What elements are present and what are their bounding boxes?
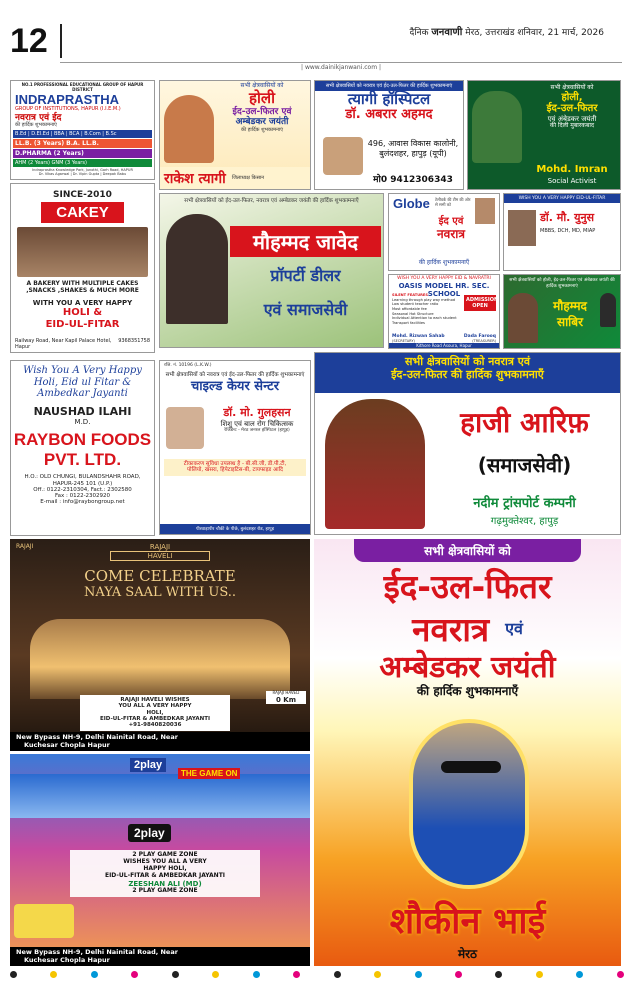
tyagi-mobile: मो0 9412306343 [373,175,453,185]
imran-top: सभी क्षेत्रवासियों को [550,84,594,91]
raybon-wish1: Wish You A Very Happy [23,365,142,376]
shaukeen-l2: नवरात्र [412,609,490,649]
play-w2: WISHES YOU ALL A VERY [123,857,207,865]
sabir-top: सभी क्षेत्रवासियों को होली, ईद-उल-फितर एवं अंबेडकर जयंती की हार्दिक शुभकामनाएं [509,278,615,289]
raybon-addr1: H.O.: OLD CHUNGI, BULANDSHAHR ROAD, [24,474,141,481]
ad-oasis-school [388,274,500,349]
cakey-photo [17,227,148,277]
raybon-wish3: Ambedkar Jayanti [37,388,128,399]
indraprastha-dirs: Dr. Vikas Agarwal | Dr. Vipin Gupta | Deepak Babu [38,172,127,177]
oasis-feat-2: Low student teacher ratio [392,302,439,307]
arif-name: हाजी आरिफ़ [460,406,589,439]
registration-dot [91,971,98,978]
shaukeen-top: सभी क्षेत्रवासियों को [354,539,581,562]
ad-child-care [159,360,311,535]
ad-indraprastha [10,80,155,180]
javed-photo [166,214,228,324]
child-top: सभी क्षेत्रवासियों को नवरात्र एवं ईद-उल-फितर की हार्दिक शुभकामनाएं [165,372,305,379]
child-vacc: टीकाकरण सुविधा उपलब्ध है - बी.सी.जी, डी.पी.टी, [183,461,287,467]
globe-name: Globe [393,196,430,211]
registration-marks [10,970,624,978]
sunglasses-icon [441,761,501,773]
play-w6: 2 PLAY GAME ZONE [132,886,198,894]
ad-mohd-javed [159,193,384,348]
tyagi-addr: 496, आवास विकास कालोनी, बुलंदशहर, हापुड़ (यूपी) [367,139,459,158]
arif-role: (समाजसेवी) [477,453,572,477]
cakey-addr: Railway Road, Near Kapil Palace Hotel, Hapur [15,338,112,350]
play-slide [14,904,74,938]
registration-dot [495,971,502,978]
masthead [409,24,604,38]
tyagi-doctor: डॉ. अबरार अहमद [345,107,433,123]
ad-cakey [10,183,155,353]
rajaji-haveli: HAVELI [110,551,210,561]
city-date: मेरठ, उत्तराखंड शनिवार, 21 मार्च, 2026 [465,28,604,38]
imran-amb: एवं अंबेडकर जयंती [547,114,597,123]
sabir-photo-2 [600,293,616,327]
oasis-p1-role: (SECRETARY) [392,339,415,343]
cakey-tag: A BAKERY WITH MULTIPLE CAKES ,SNACKS ,SHAKES & MUCH MORE [26,280,139,295]
rajaji-celebrate2: NAYA SAAL WITH US.. [83,585,237,600]
arif-co: नदीम ट्रांसपोर्ट कम्पनी [473,496,576,511]
indraprastha-addr: Indraprastha Knowledge Park, Junothi, Garh Road, HAPUR [32,168,133,173]
shaukeen-wish: की हार्दिक शुभकामनाएँ [416,684,519,699]
javed-name: मौहम्मद जावेद [230,226,381,257]
child-addr: पीरवाड़ापीर चौकी के पीछे, बुलंदशहर रोड, हापुड़ [160,524,310,534]
ad-haji-arif [314,352,621,535]
ad-mohd-sabir [503,274,621,349]
oasis-name: OASIS MODEL HR. SEC. SCHOOL [398,282,490,298]
play-addr1: New Bypass NH-9, Delhi Nainital Road, Near [16,948,178,957]
oasis-feat-1: Learning through play way method [392,297,456,302]
arif-top1: सभी क्षेत्रवासियों को नवरात्र एवं [405,355,530,368]
yunus-top: WISH YOU A VERY HAPPY EID-UL-FITAR [504,194,620,203]
shaukeen-l1: ईद-उल-फितर [383,567,552,606]
indraprastha-name: INDRAPRASTHA [15,92,119,108]
raybon-fax: Fax : 0122-2302920 [54,493,111,500]
registration-dot [10,971,17,978]
ad-dr-yunus [503,193,621,271]
indraprastha-ahm: AHM (2 Years) GNM (3 Years) [13,159,152,167]
rajaji-wish4: EID-UL-FITAR & AMBEDKAR JAYANTI [99,715,211,722]
cakey-name: CAKEY [41,202,124,223]
rakesh-name: राकेश त्यागी [164,170,226,187]
child-name: चाइल्ड केयर सेन्टर [190,379,280,395]
indraprastha-dpharma: D.PHARMA (2 Years) [13,149,152,158]
arif-top2: ईद-उल-फितर की हार्दिक शुभकामनाएँ [391,367,544,381]
rakesh-top: सभी क्षेत्रवासियों को [240,82,284,89]
registration-dot [172,971,179,978]
play-w4: EID-UL-FITAR & AMBEDKAR JAYANTI [104,871,226,879]
indraprastha-courses1: B.Ed | D.El.Ed | BBA | BCA | B.Com | B.Sc [13,130,152,138]
rakesh-holi: होली [249,88,275,107]
rajaji-km: 0 Km [275,695,297,704]
cakey-eid: EID-UL-FITAR [45,318,120,330]
yunus-photo [508,210,536,246]
ad-globe [388,193,500,271]
globe-sub: टेलीवर्क की टीम की ओर से सभी को [435,197,471,207]
ad-rakesh-tyagi [159,80,311,190]
play-addr2: Kuchesar Chopla Hapur [24,955,110,964]
play-logo: 2play [128,824,171,842]
oasis-feat-4: Seasonal Hot Structure [392,311,434,316]
ad-shaukeen-bhai [314,539,621,966]
globe-line3: की हार्दिक शुभकामनाएँ [418,259,470,266]
imran-post: Social Activist [547,177,597,185]
rakesh-amb: अम्बेडकर जयंती [235,117,289,128]
rakesh-post: जिलाध्यक्ष किसान [231,175,265,181]
globe-line2: नवरात्र [437,226,465,241]
arif-addr: गढ़मुक्तेश्वर, हापुड़ [490,516,559,527]
shaukeen-l3: अम्बेडकर जयंती [379,649,556,685]
imran-wish: की दिली मुबारकबाद [549,121,595,129]
oasis-addr: Kithore Road Asoura, Hapur [389,343,499,348]
arif-photo [325,399,425,529]
shaukeen-evam: एवं [505,619,523,639]
raybon-co1: RAYBON FOODS [13,430,152,450]
registration-dot [576,971,583,978]
rajaji-building [30,619,290,699]
tyagi-name: त्यागी हॉस्पिटल [347,90,431,108]
play-w3: HAPPY HOLI, [143,864,187,872]
play-banner: THE GAME ON [178,768,240,779]
yunus-name: डॉ. मौ. युनुस [540,211,595,224]
oasis-feat-title: SILENT FEATURES [392,293,428,297]
play-logo-top: 2play [130,758,166,772]
indraprastha-greet2: की हार्दिक शुभकामनाएं [15,122,57,129]
registration-dot [374,971,381,978]
child-reg: रजि. नं. 10196 (L.K.W.) [164,363,212,368]
rajaji-celebrate1: COME CELEBRATE [84,567,236,585]
child-spec: शिशु एवं बाल रोग चिकित्सक [220,419,294,428]
rajaji-brand2: RAJAJI [149,543,171,551]
rajaji-wish3: HOLI, [146,709,164,716]
raybon-email: E-mail : info@raybongroup.net [40,499,125,506]
shaukeen-photo [409,719,529,889]
javed-role2: एवं समाजसेवी [263,300,348,319]
imran-holi: होली, [561,91,583,103]
indraprastha-courses2: LL.B. (3 Years) B.A. LL.B. [13,139,152,148]
rajaji-wish2: YOU ALL A VERY HAPPY [118,703,192,710]
child-vacc2: पोलियो, खसरा, हिपेटाइटिस-बी, टायफाइड आदि [187,467,283,474]
paper-label: दैनिक [409,28,429,38]
shaukeen-name: शौकीन भाई [389,901,546,942]
registration-dot [212,971,219,978]
imran-eid: ईद-उल-फितर [546,103,598,115]
play-ceiling [10,774,310,818]
header-divider [60,24,62,58]
javed-top: सभी क्षेत्रवासियों को ईद-उल-फितर, नवरात्र एवं अम्बेडकर जयंती की हार्दिक शुभकामनाएँ [184,198,359,204]
imran-photo [472,91,522,163]
registration-dot [617,971,624,978]
globe-photo [475,198,495,224]
sabir-name2: साबिर [556,315,584,329]
ad-2play-game-zone [10,754,310,966]
raybon-md: M.D. [74,418,91,427]
child-doctor-photo [166,407,204,449]
sabir-name: मौहम्मद [553,299,587,313]
play-w5: ZEESHAN ALI (MD) [128,879,202,888]
sabir-photo [508,293,538,343]
child-exp: रेजिडेन्ट - मेरठ जनरल हॉस्पिटल (हापुड़) [224,427,290,433]
cakey-phone: 9368351758 [118,338,150,344]
registration-dot [50,971,57,978]
javed-role: प्रॉपर्टी डीलर [270,266,341,285]
registration-dot [334,971,341,978]
indraprastha-top: NO.1 PROFESSIONAL EDUCATIONAL GROUP OF HAPUR DISTRICT [21,82,144,92]
oasis-feat-5: Individual Attention to each student [392,316,457,321]
registration-dot [536,971,543,978]
indraprastha-greet: नवरात्र एवं ईद [15,112,62,123]
ad-mohd-imran [467,80,621,190]
ad-raybon-foods [10,360,155,536]
rajaji-brand: RAJAJI [16,543,34,550]
child-doctor: डॉ. मो. गुलहसन [223,406,291,419]
oasis-p2: Dada Farooq [463,334,496,339]
tyagi-top: सभी क्षेत्रवासियों को नवरात्र एवं ईद-उल-फितर की हार्दिक शुभकामनाएं [315,81,463,91]
rajaji-addr2: Kuchesar Chopla Hapur [24,740,110,749]
play-w1: 2 PLAY GAME ZONE [132,851,198,858]
registration-dot [293,971,300,978]
ad-tyagi-hospital [314,80,464,190]
shaukeen-city: मेरठ [457,947,478,961]
globe-line1: ईद एवं [438,216,464,227]
rajaji-sign: RAJAJI HAVELI [272,690,300,695]
tyagi-photo [323,137,363,175]
registration-dot [455,971,462,978]
rajaji-wish1: RAJAJI HAVELI WISHES [120,697,190,703]
registration-dot [131,971,138,978]
oasis-feat-6: Transport facilities [392,321,425,326]
page-number: 12 [10,22,48,60]
raybon-name: NAUSHAD ILAHI [33,404,132,418]
paper-name: जनवाणी [431,27,463,38]
raybon-addr2: HAPUR-245 101 (U.P.) [52,480,113,487]
oasis-top: WISH YOU A VERY HAPPY EID & NAVRATRI [397,276,491,281]
rajaji-phone: +91-9840820036 [128,722,182,729]
cakey-wish: WITH YOU A VERY HAPPY [32,299,133,308]
indraprastha-sub: GROUP OF INSTITUTIONS, HAPUR (I.I.E.M.) [15,106,121,113]
site-url: | www.dainikjanwani.com | [60,62,622,71]
oasis-adm: ADMISSION OPEN [466,297,499,309]
rakesh-wish: की हार्दिक शुभकामनाएं [241,126,283,133]
cakey-since: SINCE-2010 [53,190,112,200]
rajaji-addr1: New Bypass NH-9, Delhi Nainital Road, Near [16,733,178,742]
raybon-off: Off.: 0122-2310304, Fact.: 2302580 [33,486,132,493]
ad-rajaji-haveli [10,539,310,751]
cakey-holi: HOLI & [62,307,103,319]
raybon-co2: PVT. LTD. [43,450,122,470]
imran-name: Mohd. Imran [536,164,608,175]
registration-dot [415,971,422,978]
registration-dot [253,971,260,978]
yunus-deg: MBBS, DCH, MD, MIAP [540,228,596,234]
rakesh-eid: ईद-उल-फितर एवं [232,107,292,118]
raybon-wish2: Holi, Eid ul Fitar & [33,376,132,388]
oasis-p1: Mohd. Rizwan Sahab [392,334,445,339]
oasis-p2-role: (TREASURER) [472,339,496,343]
rakesh-photo [164,95,214,163]
oasis-feat-3: Most affordable fee [392,307,427,312]
